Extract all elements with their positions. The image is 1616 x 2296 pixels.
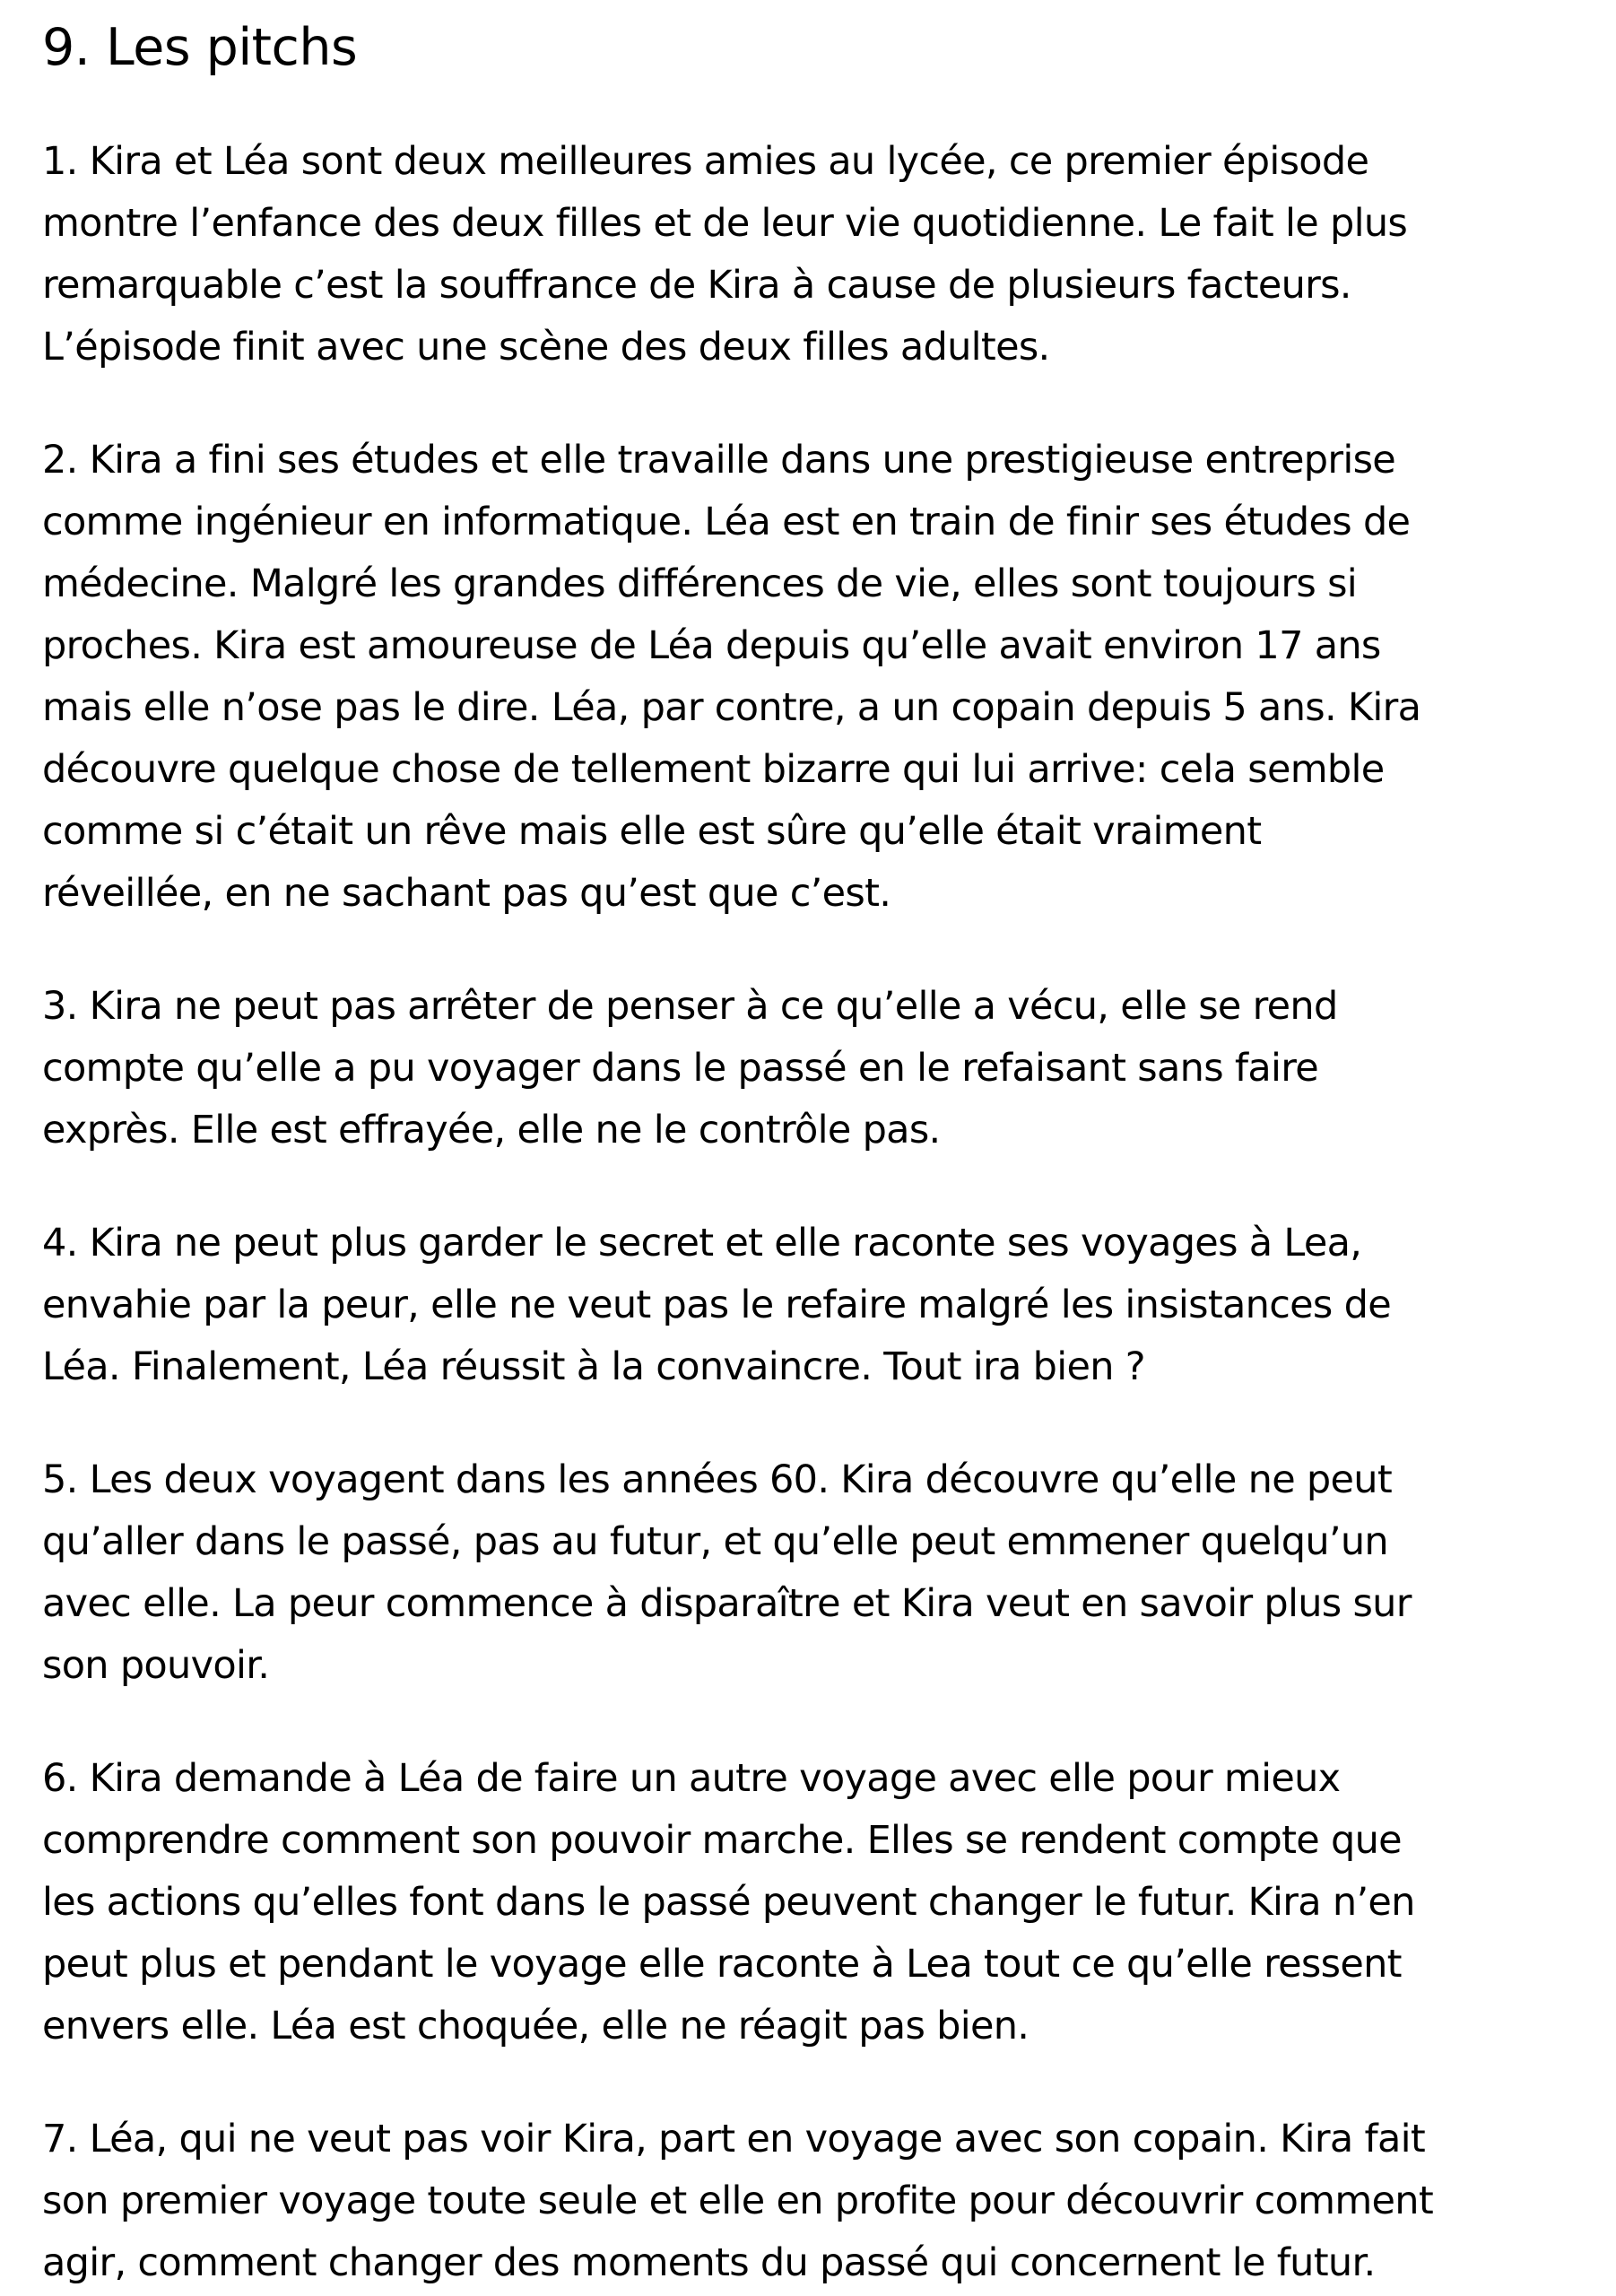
paragraph-4 [42, 1213, 1580, 1398]
text-line: qu’aller dans le passé, pas au futur, et qu’elle peut emmener quelqu’un [42, 1519, 1388, 1564]
text-line: comprendre comment son pouvoir marche. Elles se rendent compte que [42, 1818, 1402, 1863]
text-line: médecine. Malgré les grandes différences de vie, elles sont toujours si [42, 561, 1358, 606]
document-body [42, 131, 1580, 2294]
text-line: 5. Les deux voyagent dans les années 60. Kira découvre qu’elle ne peut [42, 1457, 1392, 1502]
text-line: avec elle. La peur commence à disparaître et Kira veut en savoir plus sur [42, 1581, 1412, 1626]
text-line: L’épisode finit avec une scène des deux filles adultes. [42, 325, 1050, 370]
text-line: 3. Kira ne peut pas arrêter de penser à ce qu’elle a vécu, elle se rend [42, 984, 1338, 1029]
text-line: exprès. Elle est effrayée, elle ne le contrôle pas. [42, 1108, 941, 1152]
text-line: proches. Kira est amoureuse de Léa depuis qu’elle avait environ 17 ans [42, 623, 1381, 668]
paragraph-7 [42, 2109, 1580, 2294]
text-line: envahie par la peur, elle ne veut pas le refaire malgré les insistances de [42, 1283, 1391, 1327]
text-line: compte qu’elle a pu voyager dans le passé en le refaisant sans faire [42, 1046, 1319, 1091]
text-line: agir, comment changer des moments du passé qui concernent le futur. [42, 2240, 1376, 2285]
paragraph-2 [42, 430, 1580, 925]
text-line: 2. Kira a fini ses études et elle travaille dans une prestigieuse entreprise [42, 438, 1396, 483]
text-line: 7. Léa, qui ne veut pas voir Kira, part en voyage avec son copain. Kira fait [42, 2117, 1425, 2161]
text-line: réveillée, en ne sachant pas qu’est que c’est. [42, 871, 891, 916]
text-line: comme ingénieur en informatique. Léa est en train de finir ses études de [42, 500, 1411, 544]
paragraph-1 [42, 131, 1580, 378]
paragraph-3 [42, 976, 1580, 1161]
text-line: Léa. Finalement, Léa réussit à la convaincre. Tout ira bien ? [42, 1344, 1145, 1389]
text-line: comme si c’était un rêve mais elle est sûre qu’elle était vraiment [42, 809, 1262, 854]
paragraph-5 [42, 1449, 1580, 1697]
text-line: 1. Kira et Léa sont deux meilleures amies au lycée, ce premier épisode [42, 139, 1369, 184]
text-line: peut plus et pendant le voyage elle raconte à Lea tout ce qu’elle ressent [42, 1942, 1402, 1987]
text-line: découvre quelque chose de tellement bizarre qui lui arrive: cela semble [42, 747, 1385, 792]
text-line: remarquable c’est la souffrance de Kira à cause de plusieurs facteurs. [42, 263, 1351, 308]
text-line: son premier voyage toute seule et elle en profite pour découvrir comment [42, 2179, 1434, 2223]
text-line: 4. Kira ne peut plus garder le secret et elle raconte ses voyages à Lea, [42, 1221, 1362, 1265]
text-line: son pouvoir. [42, 1643, 270, 1688]
text-line: les actions qu’elles font dans le passé peuvent changer le futur. Kira n’en [42, 1880, 1415, 1925]
paragraph-6 [42, 1748, 1580, 2057]
text-line: envers elle. Léa est choquée, elle ne réagit pas bien. [42, 2004, 1030, 2048]
text-line: 6. Kira demande à Léa de faire un autre voyage avec elle pour mieux [42, 1756, 1341, 1801]
document-title: 9. Les pitchs [42, 18, 358, 77]
text-line: mais elle n’ose pas le dire. Léa, par contre, a un copain depuis 5 ans. Kira [42, 685, 1421, 730]
text-line: montre l’enfance des deux filles et de leur vie quotidienne. Le fait le plus [42, 201, 1408, 246]
